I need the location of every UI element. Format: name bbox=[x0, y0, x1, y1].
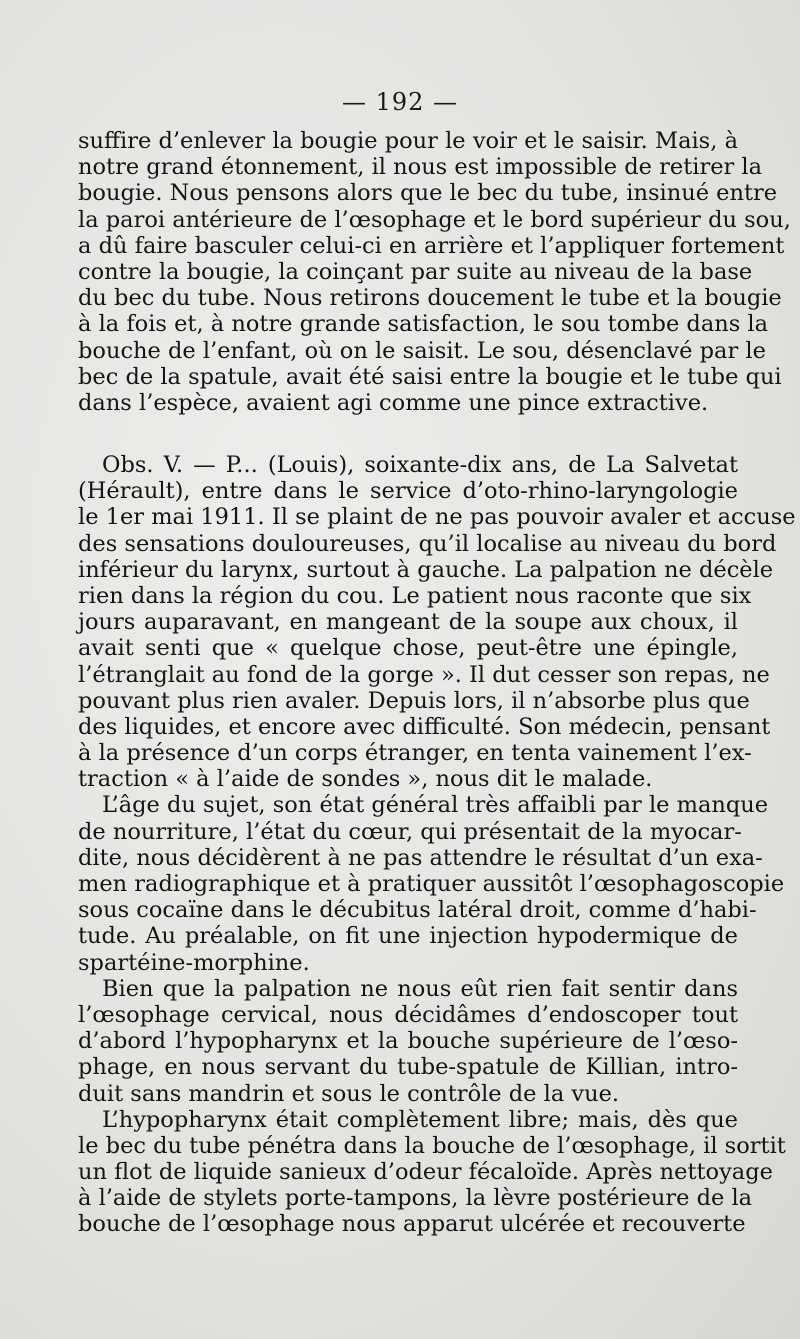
text-line: spartéine-morphine. bbox=[78, 949, 310, 976]
text-line: suffire d’enlever la bougie pour le voir et le saisir. Mais, à bbox=[78, 128, 738, 154]
text-line: duit sans mandrin et sous le contrôle de la vue. bbox=[78, 1080, 620, 1107]
text-line: pouvant plus rien avaler. Depuis lors, il n’absorbe plus que bbox=[78, 687, 750, 714]
paragraph-hypopharynx bbox=[78, 1106, 786, 1238]
text-line: l’étranglait au fond de la gorge ». Il dut cesser son repas, ne bbox=[78, 661, 770, 688]
text-line: L’hypopharynx était complètement libre; mais, dès que bbox=[102, 1106, 738, 1133]
text-line: le bec du tube pénétra dans la bouche de l’œsophage, il sortit bbox=[78, 1132, 786, 1159]
text-line: des liquides, et encore avec difficulté. Son médecin, pensant bbox=[78, 713, 771, 740]
text-line: a dû faire basculer celui-ci en arrière et l’appliquer fortement bbox=[78, 232, 785, 259]
text-line: bouche de l’enfant, où on le saisit. Le sou, désenclavé par le bbox=[78, 337, 766, 364]
text-line: inférieur du larynx, surtout à gauche. La palpation ne décèle bbox=[78, 556, 774, 583]
paragraph-age-du-sujet bbox=[78, 792, 785, 976]
text-line: rien dans la région du cou. Le patient nous raconte que six bbox=[78, 582, 752, 609]
text-line: du bec du tube. Nous retirons doucement le tube et la bougie bbox=[78, 285, 782, 312]
text-line: Bien que la palpation ne nous eût rien fait sentir dans bbox=[102, 975, 738, 1002]
text-line: à la fois et, à notre grande satisfaction, le sou tombe dans la bbox=[78, 311, 769, 338]
paragraph-continuation bbox=[78, 128, 791, 416]
text-line: à l’aide de stylets porte-tampons, la lèvre postérieure de la bbox=[78, 1185, 753, 1212]
page-number: — 192 — bbox=[341, 88, 459, 116]
text-line: à la présence d’un corps étranger, en tenta vainement l’ex- bbox=[78, 740, 752, 767]
text-line: d’abord l’hypopharynx et la bouche supérieure de l’œso- bbox=[78, 1028, 738, 1055]
observation-v bbox=[78, 452, 796, 1238]
text-line: phage, en nous servant du tube-spatule de Killian, intro- bbox=[78, 1054, 738, 1081]
text-line: men radiographique et à pratiquer aussitôt l’œsophagoscopie bbox=[78, 871, 785, 897]
text-line: notre grand étonnement, il nous est impossible de retirer la bbox=[78, 154, 763, 181]
text-line: des sensations douloureuses, qu’il localise au niveau du bord bbox=[78, 530, 777, 557]
text-line: le 1er mai 1911. Il se plaint de ne pas pouvoir avaler et accuse bbox=[78, 504, 796, 531]
text-line: bec de la spatule, avait été saisi entre la bougie et le tube qui bbox=[78, 363, 782, 390]
text-line: bouche de l’œsophage nous apparut ulcérée et recouverte bbox=[78, 1211, 746, 1238]
text-line: traction « à l’aide de sondes », nous dit le malade. bbox=[78, 766, 653, 793]
text-line: la paroi antérieure de l’œsophage et le bord supérieur du sou, bbox=[78, 206, 791, 233]
text-line: bougie. Nous pensons alors que le bec du tube, insinué entre bbox=[78, 180, 778, 207]
paragraph-obs-v-intro bbox=[78, 452, 796, 793]
text-line: de nourriture, l’état du cœur, qui présentait de la myocar- bbox=[78, 818, 742, 845]
text-line: dans l’espèce, avaient agi comme une pince extractive. bbox=[78, 389, 709, 416]
paragraph-bien-que bbox=[78, 976, 738, 1107]
text-line: l’œsophage cervical, nous décidâmes d’endoscoper tout bbox=[78, 1001, 738, 1028]
text-line: sous cocaïne dans le décubitus latéral droit, comme d’habi- bbox=[78, 897, 757, 924]
text-line: L’âge du sujet, son état général très affaibli par le manque bbox=[102, 792, 769, 819]
text-line: (Hérault), entre dans le service d’oto-rhino-laryngologie bbox=[78, 478, 738, 505]
text-line: jours auparavant, en mangeant de la soupe aux choux, il bbox=[78, 609, 738, 636]
text-line: avait senti que « quelque chose, peut-être une épingle, bbox=[78, 635, 738, 662]
text-line: un flot de liquide sanieux d’odeur fécaloïde. Après nettoyage bbox=[78, 1159, 773, 1186]
text-line: tude. Au préalable, on fit une injection hypodermique de bbox=[78, 923, 738, 950]
text-line: dite, nous décidèrent à ne pas attendre le résultat d’un exa- bbox=[78, 844, 763, 871]
text-line: Obs. V. — P... (Louis), soixante-dix ans, de La Salvetat bbox=[102, 452, 738, 478]
text-line: contre la bougie, la coinçant par suite au niveau de la base bbox=[78, 258, 753, 285]
